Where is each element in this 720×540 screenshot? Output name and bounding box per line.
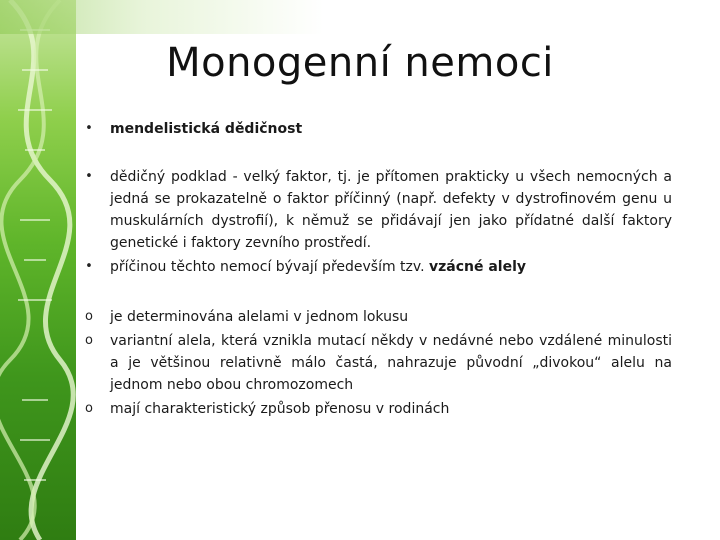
bullet-item-mendelian: mendelistická dědičnost bbox=[110, 121, 303, 137]
circle-item-one-locus: je determinována alelami v jednom lokusu bbox=[110, 309, 409, 325]
bullet-marker: • bbox=[85, 259, 93, 274]
bullet-marker: • bbox=[85, 169, 93, 184]
circle-item-variant-allele: variantní alela, která vznikla mutací někdy v nedávné nebo vzdálené minulosti a je většinou relativně málo častá, nahrazuje původní „divokou“ alelu na jednom nebo obou chromozomech bbox=[110, 333, 672, 393]
rare-alleles-text: příčinou těchto nemocí bývají především tzv. bbox=[110, 259, 429, 275]
bullet-item-hereditary-basis: dědičný podklad - velký faktor, tj. je přítomen prakticky u všech nemocných a jedná se prokazatelně o faktor příčinný (např. defekty v dystrofinovém genu u muskulárních dystrofií), k němuž se přidávají jen jako přídatné další faktory genetické i faktory zevního prostředí. bbox=[110, 169, 672, 251]
bullet-item-rare-alleles bbox=[110, 256, 672, 278]
rare-alleles-bold: vzácné alely bbox=[429, 259, 527, 275]
circle-marker: o bbox=[85, 401, 93, 416]
circle-item-inheritance-pattern: mají charakteristický způsob přenosu v rodinách bbox=[110, 401, 450, 417]
bullet-marker: • bbox=[85, 121, 93, 136]
slide-title: Monogenní nemoci bbox=[166, 40, 554, 86]
top-green-glow bbox=[0, 0, 720, 34]
circle-marker: o bbox=[85, 309, 93, 324]
circle-marker: o bbox=[85, 333, 93, 348]
